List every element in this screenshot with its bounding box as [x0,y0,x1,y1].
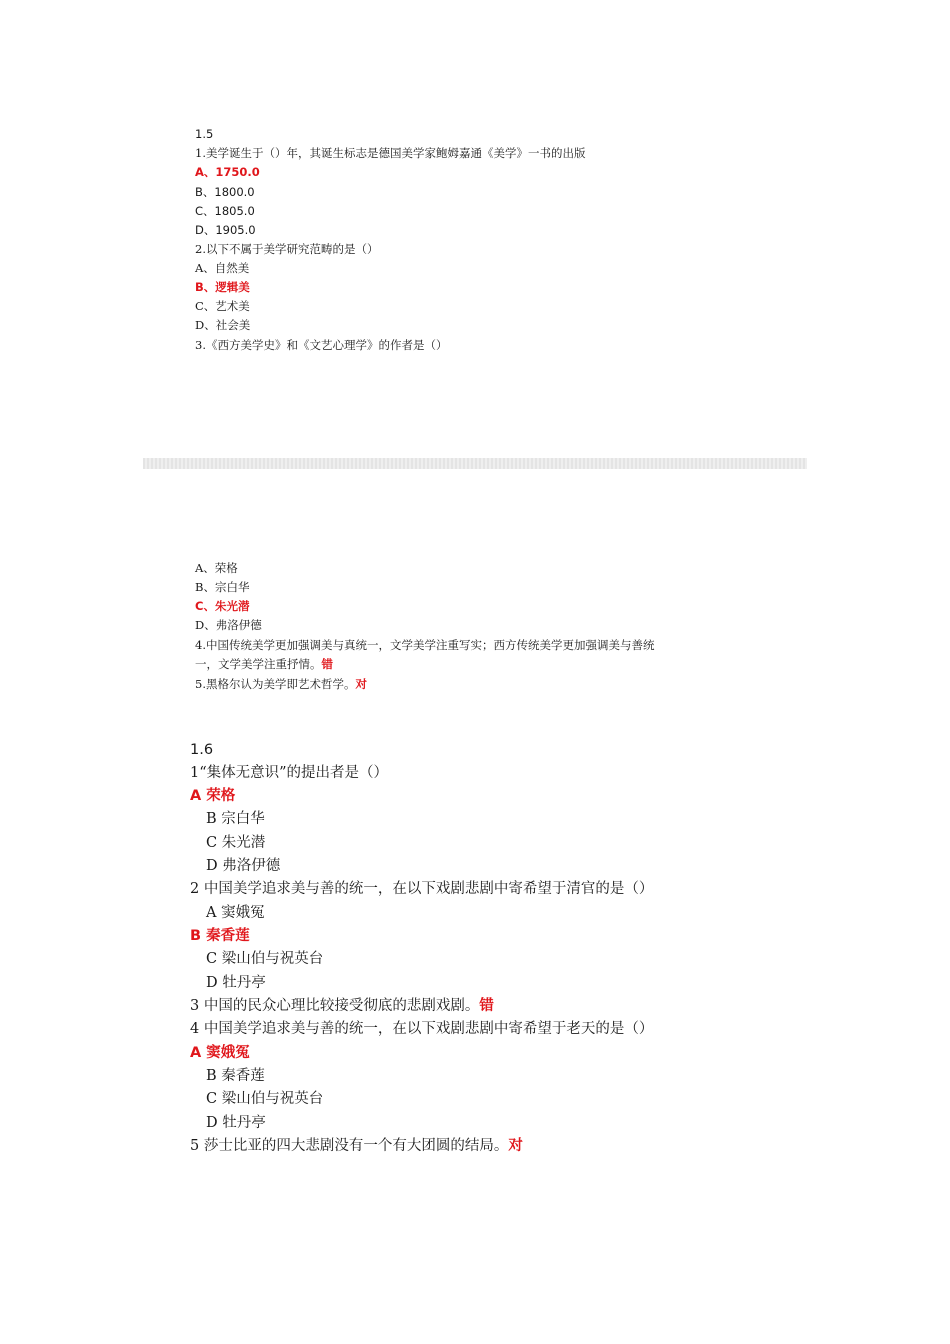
question-1-option-b: B 宗白华 [206,811,265,827]
question-2-option-d: D 牡丹亭 [206,975,266,991]
question-4-verdict: 错 [321,657,333,671]
question-4-option-c: C 梁山伯与祝英台 [206,1091,324,1107]
question-1-answer: A 荣格 [190,788,236,804]
question-5-verdict: 对 [508,1138,523,1154]
question-3-option-a: A、荣格 [195,561,238,575]
question-2-option-c: C、艺术美 [195,299,250,313]
question-1-option-d: D、1905.0 [195,223,256,237]
question-1-option-a-correct: A、1750.0 [195,165,260,179]
question-5-line [195,677,367,691]
question-5-verdict: 对 [355,677,367,691]
question-4-option-b: B 秦香莲 [206,1068,265,1084]
question-2-option-d: D、社会美 [195,318,251,332]
question-5-line [190,1137,523,1155]
question-2-text: 2 中国美学追求美与善的统一，在以下戏剧悲剧中寄希望于清官的是（） [190,881,654,897]
question-2-option-b-correct: B、逻辑美 [195,280,250,294]
question-3-option-c-correct: C、朱光潜 [195,599,250,613]
question-2-option-a: A、自然美 [195,261,250,275]
question-3-text: 3 中国的民众心理比较接受彻底的悲剧戏剧。 [190,998,480,1014]
question-1-option-b: B、1800.0 [195,185,255,199]
question-2-option-c: C 梁山伯与祝英台 [206,951,324,967]
question-4-text-line-1: 4.中国传统美学更加强调美与真统一，文学美学注重写实；西方传统美学更加强调美与善统 [195,638,655,652]
question-1-text: 1.美学诞生于（）年，其诞生标志是德国美学家鲍姆嘉通《美学》一书的出版 [195,146,586,160]
question-3-line [190,997,494,1015]
question-1-option-c: C、1805.0 [195,204,255,218]
question-3-option-d: D、弗洛伊德 [195,618,262,632]
question-2-option-a: A 窦娥冤 [206,905,265,921]
question-1-text: 1“集体无意识”的提出者是（） [190,765,389,781]
question-4-answer: A 窦娥冤 [190,1045,250,1061]
page-divider [143,458,807,469]
question-4-text: 4 中国美学追求美与善的统一，在以下戏剧悲剧中寄希望于老天的是（） [190,1021,654,1037]
section-heading: 1.5 [195,127,214,141]
question-4-text-line-2: 一，文学美学注重抒情。 [195,657,322,671]
question-1-option-d: D 弗洛伊德 [206,858,281,874]
question-4-option-d: D 牡丹亭 [206,1115,266,1131]
question-3-option-b: B、宗白华 [195,580,250,594]
question-4-line-2 [195,657,333,671]
question-5-text: 5 莎士比亚的四大悲剧没有一个有大团圆的结局。 [190,1138,509,1154]
question-3-text: 3.《西方美学史》和《文艺心理学》的作者是（） [195,338,448,352]
question-1-option-c: C 朱光潜 [206,835,266,851]
question-3-verdict: 错 [479,998,494,1014]
question-2-text: 2.以下不属于美学研究范畴的是（） [195,242,379,256]
question-2-answer: B 秦香莲 [190,928,250,944]
question-5-text: 5.黑格尔认为美学即艺术哲学。 [195,677,356,691]
section-heading: 1.6 [190,742,214,758]
